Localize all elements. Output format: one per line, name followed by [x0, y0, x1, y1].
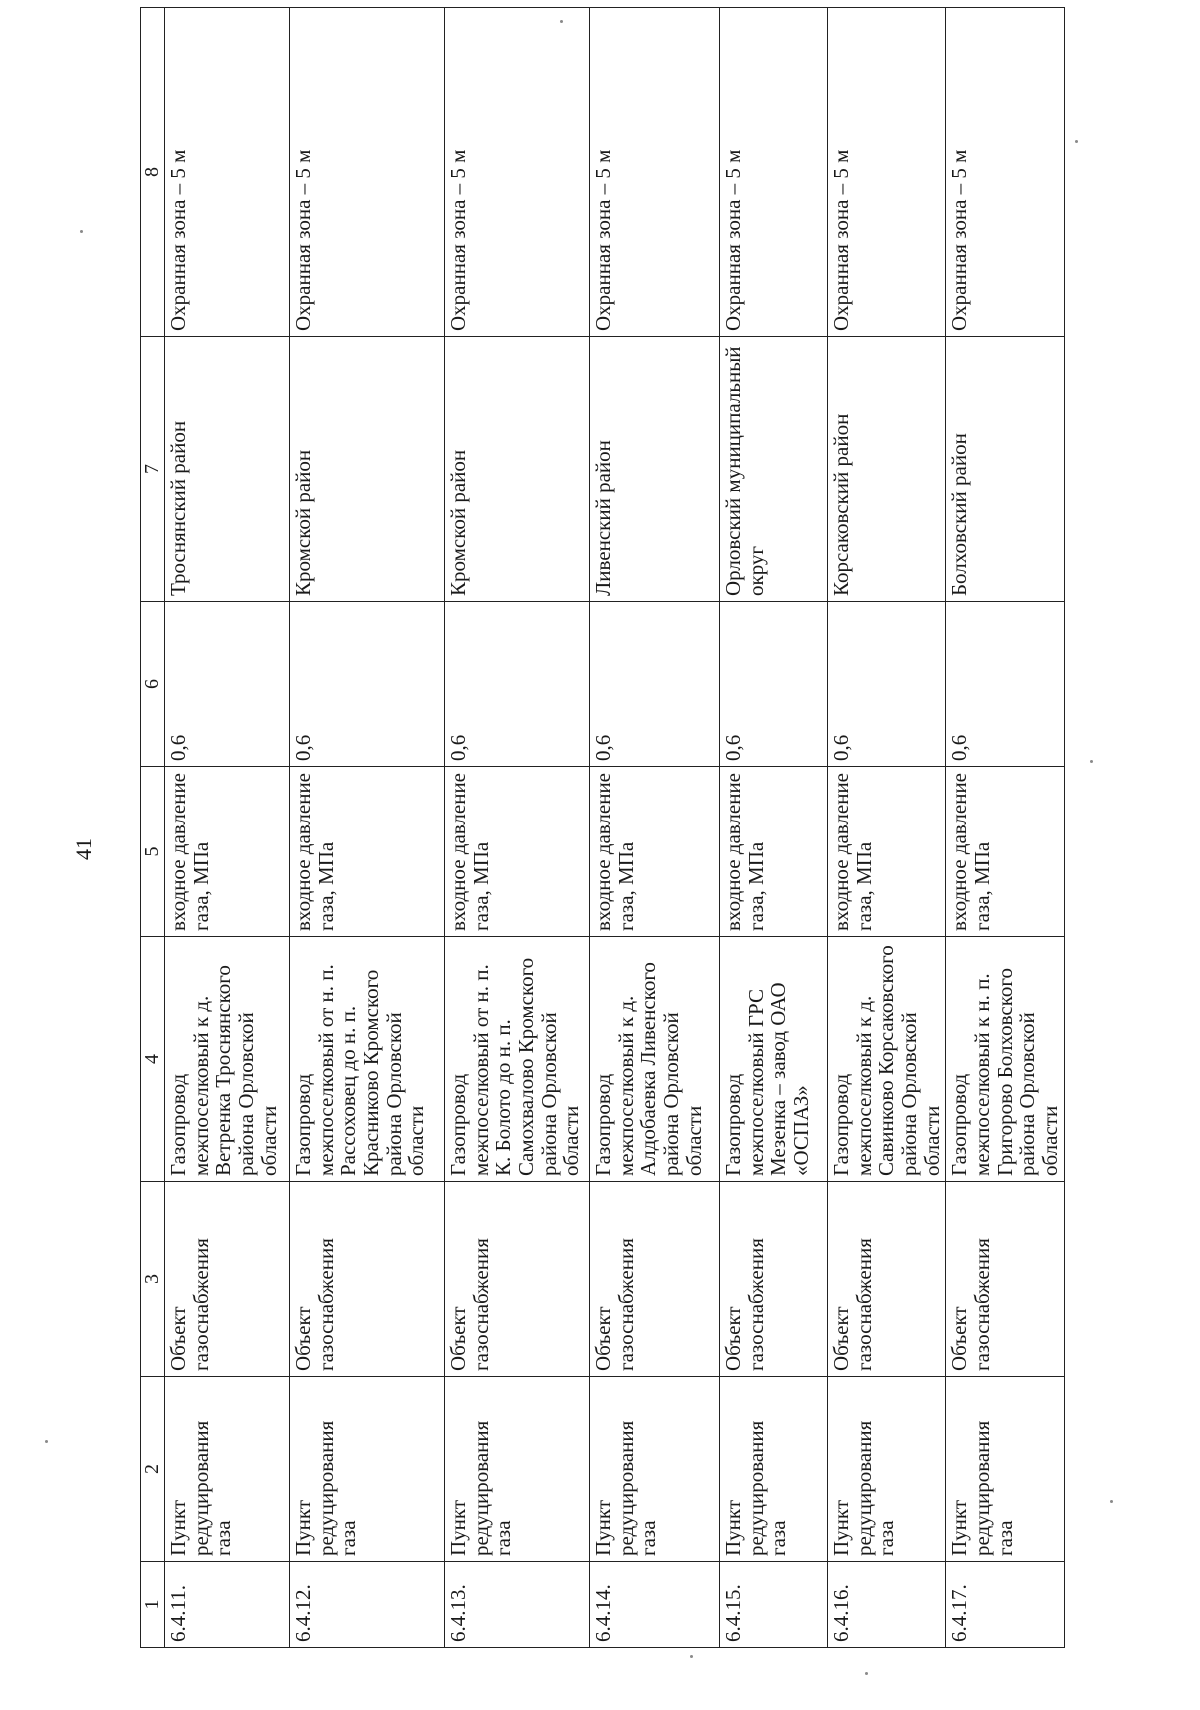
object-category: Объект газоснабжения	[590, 1182, 720, 1377]
scan-speck	[865, 1672, 868, 1675]
object-name: Газопровод межпоселковый ГРС Мезенка – завод ОАО «ОСПАЗ»	[720, 937, 828, 1182]
scan-speck	[1090, 760, 1093, 763]
object-name: Газопровод межпоселковый к н. п. Григорово Болховского района Орловской области	[946, 937, 1064, 1182]
protection-zone: Охранная зона – 5 м	[590, 8, 720, 337]
parameter-value: 0,6	[720, 602, 828, 767]
parameter-name: входное давление газа, МПа	[590, 767, 720, 937]
protection-zone: Охранная зона – 5 м	[290, 8, 445, 337]
parameter-name: входное давление газа, МПа	[828, 767, 946, 937]
district: Орловский муниципальный округ	[720, 337, 828, 602]
protection-zone: Охранная зона – 5 м	[720, 8, 828, 337]
table-row	[165, 8, 290, 1648]
parameter-value: 0,6	[290, 602, 445, 767]
object-category: Объект газоснабжения	[165, 1182, 290, 1377]
rotated-page	[140, 10, 1063, 1700]
row-number: 6.4.17.	[946, 1562, 1064, 1648]
header-cell: 3	[141, 1182, 165, 1377]
object-type: Пункт редуцирования газа	[165, 1377, 290, 1562]
object-type: Пункт редуцирования газа	[590, 1377, 720, 1562]
object-name: Газопровод межпоселковый от н. п. К. Болото до н. п. Самохвалово Кромского района Орловской области	[445, 937, 590, 1182]
row-number: 6.4.12.	[290, 1562, 445, 1648]
protection-zone: Охранная зона – 5 м	[946, 8, 1064, 337]
scan-speck	[80, 230, 83, 233]
object-category: Объект газоснабжения	[290, 1182, 445, 1377]
parameter-name: входное давление газа, МПа	[946, 767, 1064, 937]
row-number: 6.4.13.	[445, 1562, 590, 1648]
table-row	[828, 8, 946, 1648]
page-number: 41	[71, 838, 96, 860]
object-category: Объект газоснабжения	[720, 1182, 828, 1377]
table-row	[946, 8, 1064, 1648]
scan-speck	[1075, 140, 1078, 143]
parameter-name: входное давление газа, МПа	[720, 767, 828, 937]
parameter-value: 0,6	[828, 602, 946, 767]
row-number: 6.4.15.	[720, 1562, 828, 1648]
row-number: 6.4.11.	[165, 1562, 290, 1648]
header-cell: 7	[141, 337, 165, 602]
object-name: Газопровод межпоселковый к д. Савинково Корсаковского района Орловской области	[828, 937, 946, 1182]
header-cell: 2	[141, 1377, 165, 1562]
parameter-value: 0,6	[165, 602, 290, 767]
parameter-name: входное давление газа, МПа	[165, 767, 290, 937]
header-cell: 8	[141, 8, 165, 337]
parameter-name: входное давление газа, МПа	[445, 767, 590, 937]
district: Кромской район	[445, 337, 590, 602]
parameter-value: 0,6	[590, 602, 720, 767]
object-category: Объект газоснабжения	[946, 1182, 1064, 1377]
object-type: Пункт редуцирования газа	[290, 1377, 445, 1562]
scan-speck	[1110, 1500, 1113, 1503]
header-cell: 5	[141, 767, 165, 937]
scan-speck	[560, 20, 563, 23]
scan-speck	[45, 1440, 48, 1443]
object-type: Пункт редуцирования газа	[720, 1377, 828, 1562]
row-number: 6.4.16.	[828, 1562, 946, 1648]
object-category: Объект газоснабжения	[445, 1182, 590, 1377]
object-type: Пункт редуцирования газа	[828, 1377, 946, 1562]
table-row	[290, 8, 445, 1648]
object-type: Пункт редуцирования газа	[946, 1377, 1064, 1562]
district: Болховский район	[946, 337, 1064, 602]
district: Ливенский район	[590, 337, 720, 602]
table-row	[445, 8, 590, 1648]
table-row	[590, 8, 720, 1648]
protection-zone: Охранная зона – 5 м	[445, 8, 590, 337]
header-cell: 6	[141, 602, 165, 767]
district: Троснянский район	[165, 337, 290, 602]
district: Кромской район	[290, 337, 445, 602]
parameter-name: входное давление газа, МПа	[290, 767, 445, 937]
object-type: Пункт редуцирования газа	[445, 1377, 590, 1562]
header-cell: 4	[141, 937, 165, 1182]
protection-zone: Охранная зона – 5 м	[165, 8, 290, 337]
object-category: Объект газоснабжения	[828, 1182, 946, 1377]
object-name: Газопровод межпоселковый от н. п. Рассоховец до н. п. Красниково Кромского района Орловской области	[290, 937, 445, 1182]
table-row	[720, 8, 828, 1648]
scan-speck	[690, 1655, 693, 1658]
header-cell: 1	[141, 1562, 165, 1648]
row-number: 6.4.14.	[590, 1562, 720, 1648]
parameter-value: 0,6	[445, 602, 590, 767]
data-table	[140, 7, 1065, 1648]
district: Корсаковский район	[828, 337, 946, 602]
object-name: Газопровод межпоселковый к д. Ветренка Троснянского района Орловской области	[165, 937, 290, 1182]
protection-zone: Охранная зона – 5 м	[828, 8, 946, 337]
parameter-value: 0,6	[946, 602, 1064, 767]
table-header-row	[141, 8, 165, 1648]
object-name: Газопровод межпоселковый к д. Алдобаевка Ливенского района Орловской области	[590, 937, 720, 1182]
